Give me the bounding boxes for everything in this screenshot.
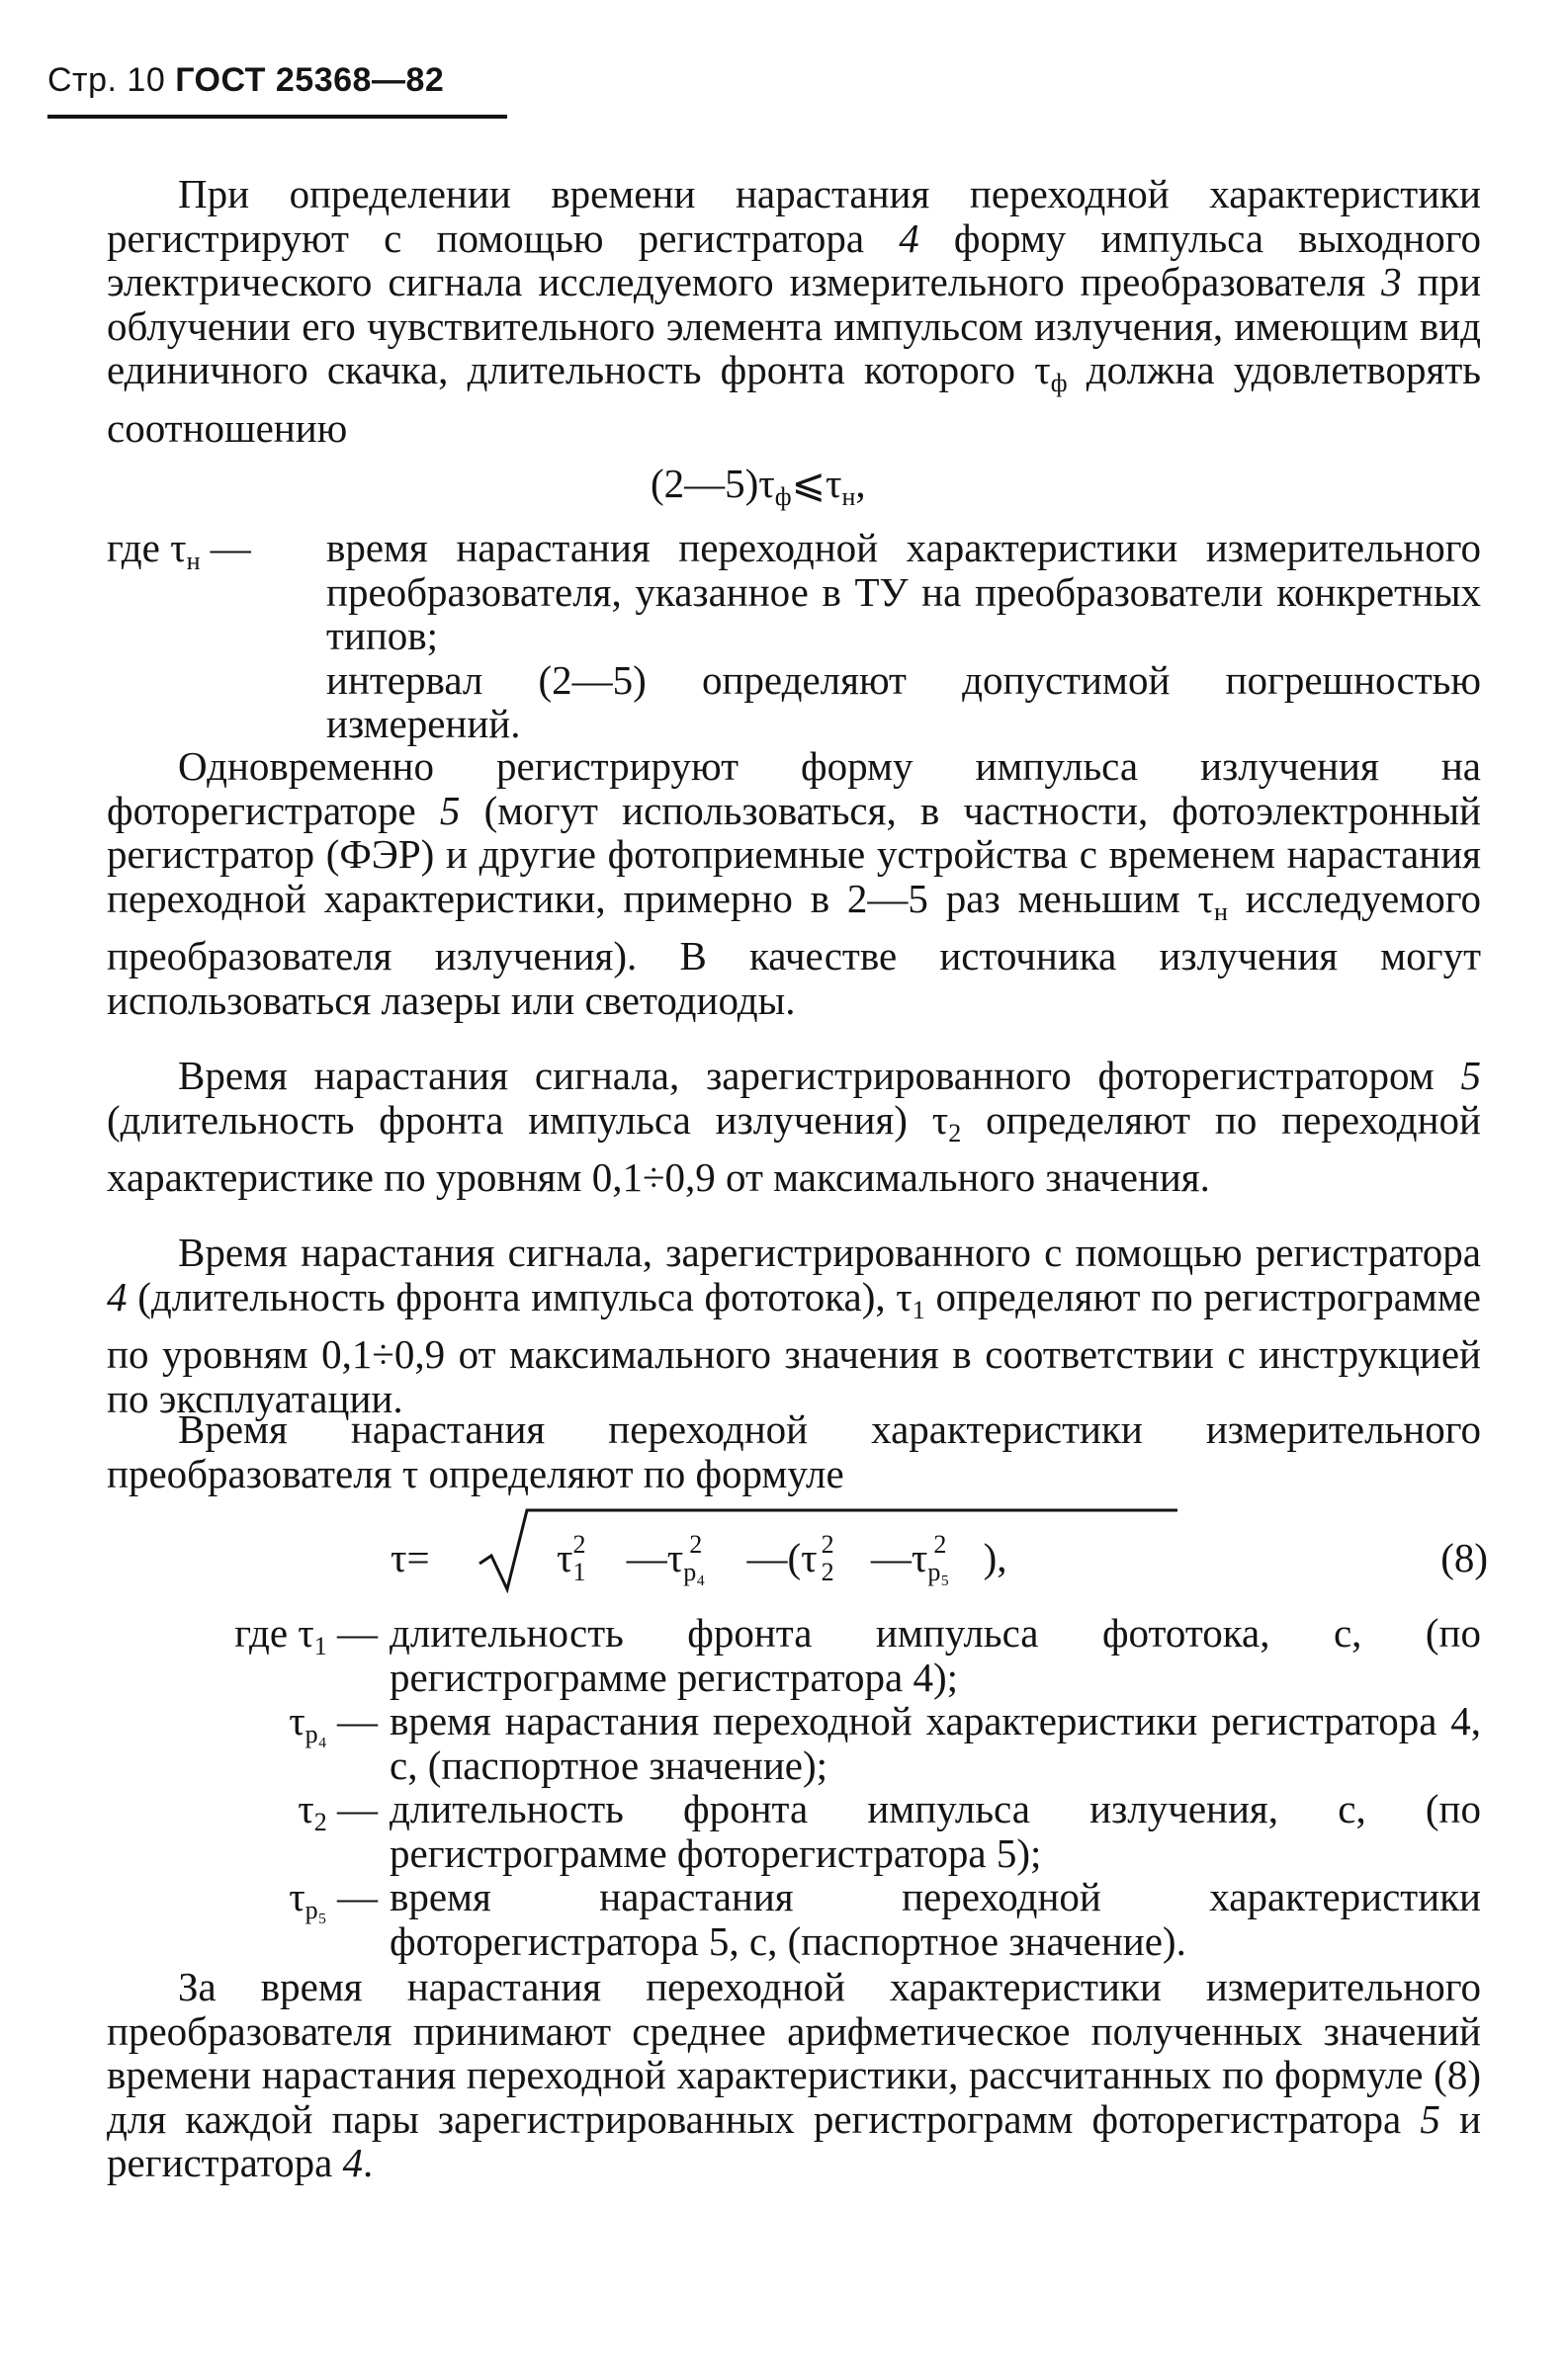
where1-text2: интервал (2—5) определяют допустимой погрешностью измерений. — [326, 656, 1481, 747]
where2-label-3: $\tau_{p_5}$ — — [289, 1874, 378, 1924]
para6-reg4: 4 — [342, 2140, 364, 2186]
para3-sub: 2 — [948, 1118, 962, 1148]
where-block-2 — [107, 1611, 1481, 1967]
para3-text-b: (длительность фронта импульса излучения) τ — [107, 1096, 949, 1143]
para4-sub: 1 — [912, 1295, 925, 1324]
paragraph-4 — [107, 1231, 1481, 1420]
para5-text: Время нарастания переходной характеристики измерительного преобразователя τ определяют по формуле — [107, 1406, 1481, 1496]
para2-text-b: (могут использоваться, в частности, фотоэлектронный регистратор (ФЭР) и другие фотоприемные устройства с временем нарастания переходной характеристики, примерно в 2—5 раз меньшим τ — [107, 787, 1481, 921]
ineq-left-sub: ф — [774, 482, 792, 511]
formula-p5-sub: p₅ — [927, 1558, 950, 1586]
where2-def-1: время нарастания переходной характеристики регистратора 4, с, (паспортное значение); — [390, 1698, 1481, 1788]
ineq-right-sub: н — [841, 482, 856, 511]
equation-number: (8) — [1440, 1535, 1488, 1580]
standard-number: ГОСТ 25368—82 — [175, 61, 445, 99]
where2-label-2: $\tau_2$ — — [298, 1786, 378, 1836]
para1-text-c: при облучении его чувствительного элемента импульсом излучения, имеющим вид единичного скачка, длительность фронта которого — [107, 259, 1482, 393]
para1-text: При определении времени нарастания переходной характеристики регистрируют с помощью регистратора — [107, 171, 1481, 261]
para1-conv-ref: 3 — [1381, 259, 1402, 305]
where1-dash: — — [210, 525, 251, 570]
where1-label-sub: н — [186, 547, 201, 575]
page-label: Стр. 10 — [47, 61, 166, 99]
where2-label-1-sub: p₄ — [304, 1720, 327, 1748]
where2-label-1: $\tau_{p_4}$ — — [289, 1698, 378, 1748]
para3-reg-ref: 5 — [1460, 1053, 1481, 1098]
where2-label-3-text: τ — [289, 1874, 305, 1919]
ineq-left: (2—5)τ — [651, 461, 775, 506]
formula-minus1: —τ — [626, 1535, 684, 1580]
page-header — [47, 61, 444, 100]
formula-minus3: —τ — [870, 1535, 928, 1580]
formula-8 — [391, 1504, 1488, 1593]
where2-label-1-text: τ — [289, 1698, 305, 1743]
para4-reg-ref: 4 — [107, 1273, 128, 1319]
para1-text-d: должна удовлетворять соотношению — [107, 347, 1481, 451]
formula-t1-sub: 1 — [572, 1558, 586, 1586]
para4-text: Время нарастания сигнала, зарегистрированного с помощью регистратора — [178, 1230, 1481, 1275]
formula-t1-sup: 2 — [572, 1530, 586, 1559]
para3-text: Время нарастания сигнала, зарегистрированного фоторегистратором — [178, 1053, 1435, 1098]
para2-reg-ref: 5 — [439, 787, 461, 833]
ineq-end: , — [855, 461, 866, 506]
para4-text-b: (длительность фронта импульса фототока), τ — [137, 1273, 913, 1319]
where2-def-3: время нарастания переходной характеристики фоторегистратора 5, с, (паспортное значение). — [390, 1874, 1481, 1964]
where1-text1: время нарастания переходной характеристики измерительного преобразователя, указанное в ТУ на преобразователи конкретных типов; — [326, 525, 1481, 659]
where2-label-3-sub: p₅ — [304, 1896, 327, 1924]
where2-def-0: длительность фронта импульса фототока, с, (по регистрограмме регистратора 4); — [390, 1610, 1481, 1700]
formula-lhs: τ= — [391, 1535, 430, 1580]
para6-reg5: 5 — [1420, 2095, 1440, 2142]
paragraph-2 — [107, 744, 1481, 1023]
where1-label-text: где τ — [107, 525, 187, 570]
para6-end: . — [363, 2140, 374, 2186]
where2-label-0-text: где τ — [234, 1610, 314, 1656]
paragraph-1 — [107, 172, 1481, 451]
paragraph-3 — [107, 1054, 1481, 1200]
para6-and: и регистратора — [107, 2095, 1482, 2186]
where1-label — [107, 526, 251, 584]
formula-t1: τ — [557, 1535, 573, 1580]
ineq-rel: ⩽τ — [791, 461, 842, 506]
where2-def-2: длительность фронта импульса излучения, с, (по регистрограмме фоторегистратора 5); — [390, 1786, 1481, 1876]
para4-text-c: определяют по регистрограмме по уровням 0,1÷0,9 от максимального значения в соответствии с инструкцией по эксплуатации. — [107, 1273, 1481, 1421]
para2-text: Одновременно регистрируют форму импульса излучения на фоторегистраторе — [107, 743, 1481, 833]
formula-p4-sub: p₄ — [683, 1558, 706, 1586]
formula-p4-sup: 2 — [689, 1530, 703, 1559]
where2-label-2-sub: 2 — [313, 1808, 327, 1836]
header-rule — [47, 115, 507, 119]
where1-def — [326, 526, 1481, 746]
paragraph-6 — [107, 1965, 1481, 2185]
where2-label-0-sub: 1 — [313, 1632, 327, 1660]
formula-p5-sup: 2 — [933, 1530, 947, 1559]
para1-text-b: форму импульса выходного электрического сигнала исследуемого измерительного преобразователя — [107, 214, 1482, 305]
para1-reg-ref: 4 — [899, 214, 919, 261]
inequality — [651, 460, 866, 512]
formula-radicand — [557, 1530, 1007, 1586]
where2-label-0: где $\tau_1$ — — [234, 1610, 378, 1660]
para2-sub: н — [1214, 896, 1228, 926]
paragraph-5 — [107, 1407, 1481, 1495]
formula-t2-sup: 2 — [821, 1530, 834, 1559]
where2-label-2-text: τ — [298, 1786, 314, 1831]
para3-text-c: определяют по переходной характеристике по уровням 0,1÷0,9 от максимального значения. — [107, 1096, 1481, 1201]
where-block-1 — [107, 526, 1481, 753]
formula-close: ), — [983, 1535, 1007, 1580]
para6-text: За время нарастания переходной характеристики измерительного преобразователя принимают среднее арифметическое полученных значений времени нарастания переходной характеристики, рассчитанных по формуле (8) для каждой пары зарегистрированных регистрограмм фоторегистратора — [107, 1964, 1481, 2142]
formula-t2-sub: 2 — [821, 1558, 834, 1586]
formula-minus2: —(τ — [746, 1535, 818, 1580]
para2-text-c: исследуемого преобразователя излучения). В качестве источника излучения могут использоваться лазеры или светодиоды. — [107, 875, 1481, 1023]
tau-f-symbol: $\tau_ф$ — [1034, 347, 1068, 398]
